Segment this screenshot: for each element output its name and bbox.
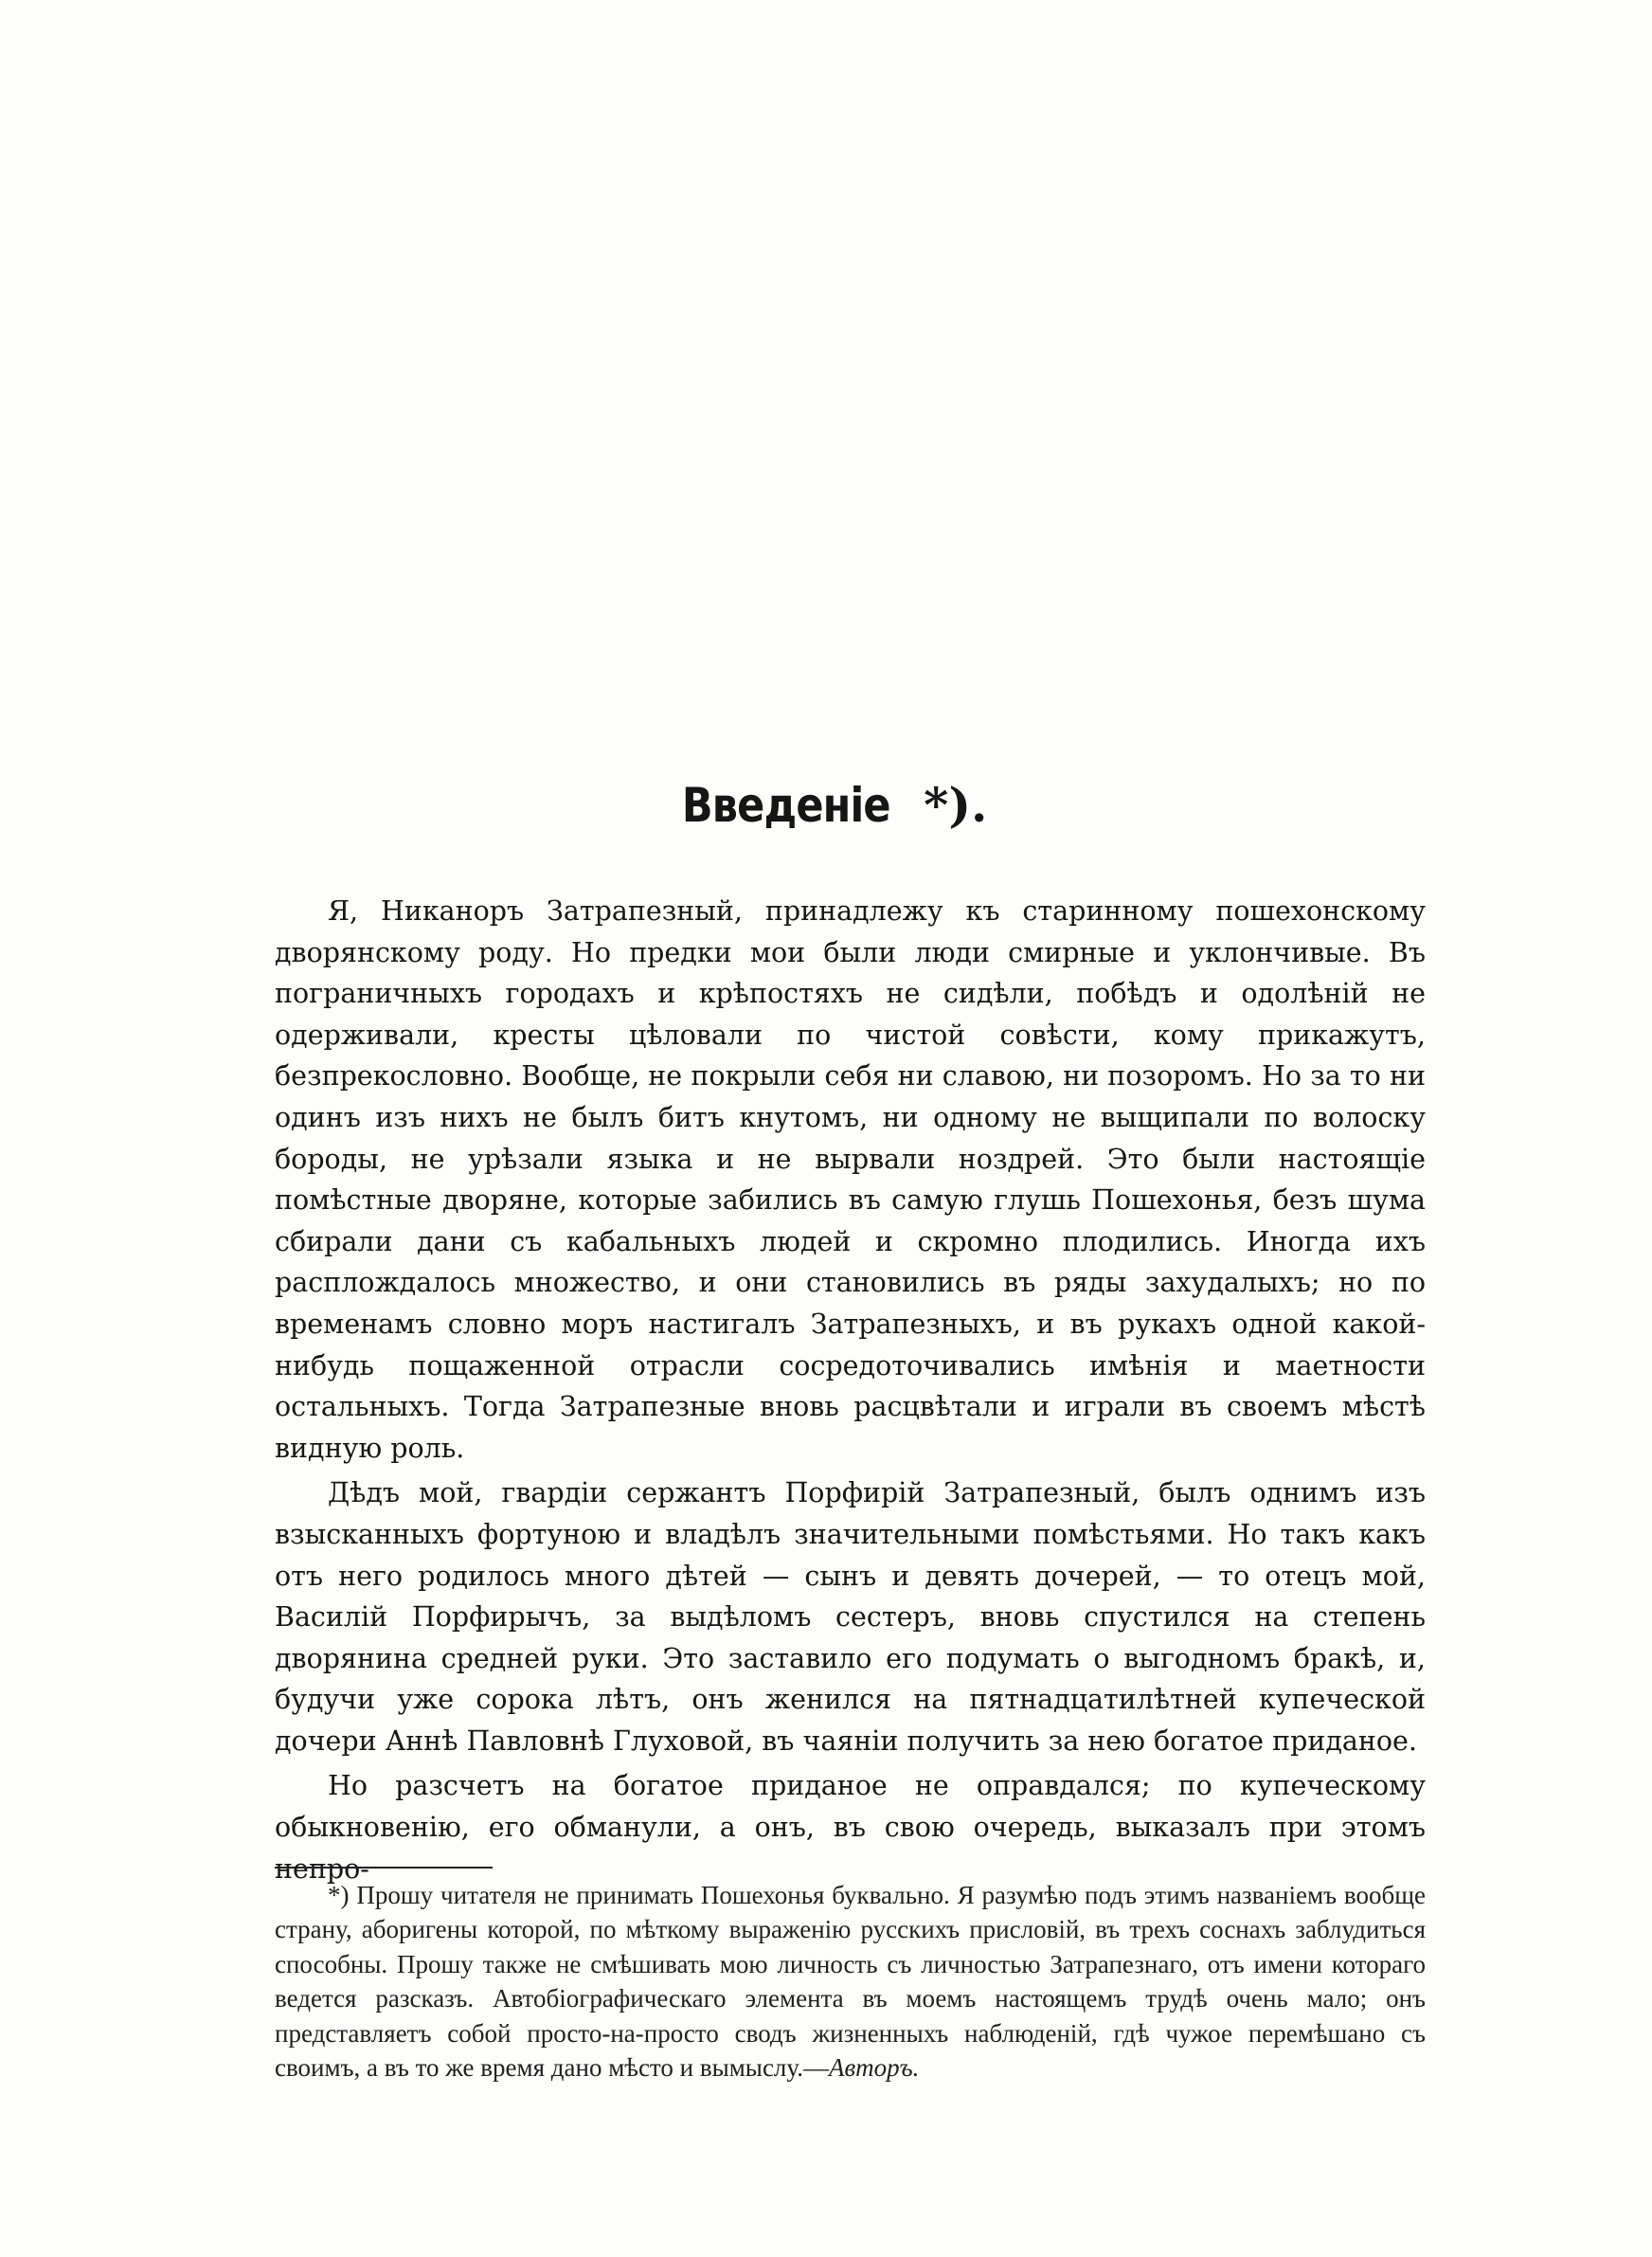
paragraph-dowry: Но разсчетъ на богатое приданое не оправдался; по купеческому обыкновенію, его обманули, а онъ, въ свою очередь, выказалъ при этомъ непро-: [275, 1770, 1426, 1885]
footnote-text: *) Прошу читателя не принимать Пошехонья буквально. Я разумѣю подъ этимъ названіемъ вообще страну, аборигены которой, по мѣткому выраженію русскихъ присловій, въ трехъ соснахъ заблудиться способны. Прошу также не смѣшивать мою личность съ личностью Затрапезнаго, отъ имени котораго ведется разсказъ. Автобіографическаго элемента въ моемъ настоящемъ трудѣ очень мало; онъ представляетъ собой просто-на-просто сводъ жизненныхъ наблюденій, гдѣ чужое перемѣшано съ своимъ, а въ то же время дано мѣсто и вымыслу.—: [275, 1881, 1426, 2083]
paragraph-ancestry: Я, Никаноръ Затрапезный, принадлежу къ старинному пошехонскому дворянскому роду. Но предки мои были люди смирные и уклончивые. Въ пограничныхъ городахъ и крѣпостяхъ не сидѣли, побѣдъ и одолѣній не одерживали, кресты цѣловали по чистой совѣсти, кому прикажутъ, безпрекословно. Вообще, не покрыли себя ни славою, ни позоромъ. Но за то ни одинъ изъ нихъ не былъ битъ кнутомъ, ни одному не выщипали по волоску бороды, не урѣзали языка и не вырвали ноздрей. Это были настоящіе помѣстные дворяне, которые забились въ самую глушь Пошехонья, безъ шума сбирали дани съ кабальныхъ людей и скромно плодились. Иногда ихъ расплождалось множество, и они становились въ ряды захудалыхъ; но по временамъ словно моръ настигалъ Затрапезныхъ, и въ рукахъ одной какой-нибудь пощаженной отрасли сосредоточивались имѣнія и маетности остальныхъ. Тогда Затрапезные вновь расцвѣтали и играли въ своемъ мѣстѣ видную роль.: [275, 895, 1426, 1464]
footnote-separator: [275, 1867, 493, 1869]
body-text: [275, 891, 1426, 1889]
chapter-heading: [0, 775, 1652, 836]
chapter-title: Введеніе: [681, 778, 890, 833]
paragraph-grandfather: Дѣдъ мой, гвардіи сержантъ Порфирій Затрапезный, былъ однимъ изъ взысканныхъ фортуною и владѣлъ значительными помѣстьями. Но такъ какъ отъ него родилось много дѣтей — сынъ и девять дочерей, — то отецъ мой, Василій Порфирычъ, за выдѣломъ сестеръ, вновь спустился на степень дворянина средней руки. Это заставило его подумать о выгодномъ бракѣ, и, будучи уже сорока лѣтъ, онъ женился на пятнадцатилѣтней купеческой дочери Аннѣ Павловнѣ Глуховой, въ чаяніи получить за нею богатое приданое.: [275, 1477, 1426, 1757]
footnote: [275, 1878, 1426, 2085]
footnote-signature: Авторъ.: [828, 2053, 920, 2083]
footnote-reference-mark: *).: [924, 777, 988, 833]
